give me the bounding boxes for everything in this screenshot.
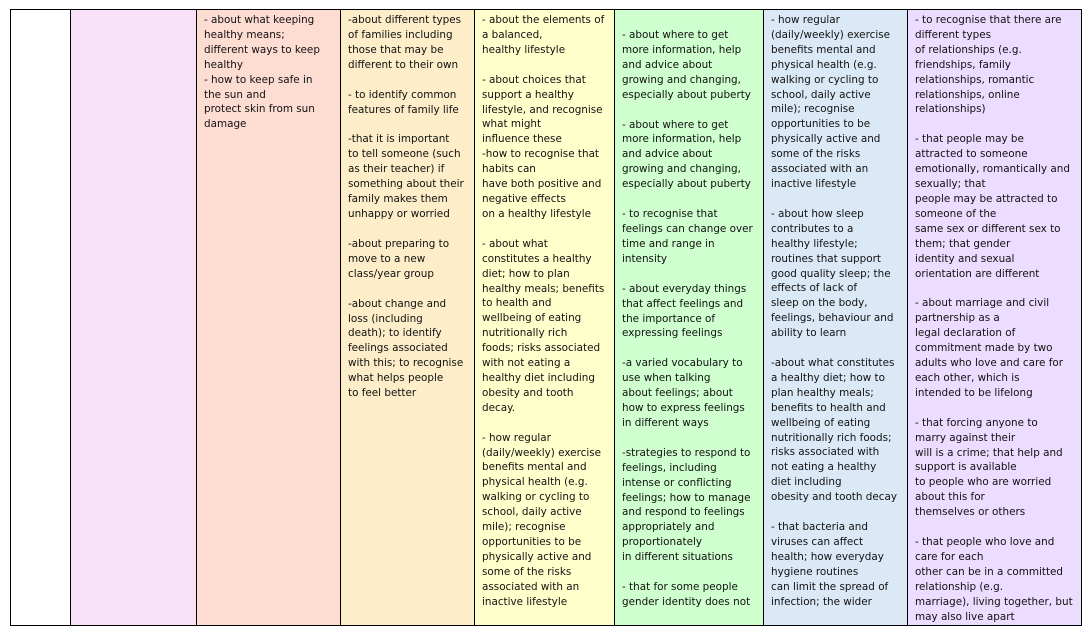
objective-text: -strategies to respond to feelings, including intense or conflicting feelings; how to manage and respond to feelings appropriately and proportionately in different situations xyxy=(622,446,751,564)
objective-text: -about change and loss (including death); to identify feelings associated with this; to recognise what helps people to feel better xyxy=(348,297,464,400)
objective-text: -about different types of families including those that may be different to their own xyxy=(348,14,462,71)
table-row xyxy=(11,10,1082,626)
cell-column-6 xyxy=(615,10,764,626)
cell-column-2 xyxy=(71,10,197,626)
item-spacer xyxy=(771,341,903,356)
item-spacer xyxy=(622,192,759,207)
objective-text: -that it is important to tell someone (such as their teacher) if something about their family makes them unhappy or worried xyxy=(348,133,464,220)
objective-text: - about everyday things that affect feelings and the importance of expressing feelings xyxy=(622,282,747,340)
objective-text: - to recognise that feelings can change over time and range in intensity xyxy=(622,208,753,265)
cell-column-7 xyxy=(764,10,908,626)
item-spacer xyxy=(622,431,759,446)
item-spacer xyxy=(771,192,903,207)
item-spacer xyxy=(622,565,759,580)
item-spacer xyxy=(915,401,1077,416)
curriculum-table xyxy=(10,9,1082,626)
objective-text: - how regular (daily/weekly) exercise benefits mental and physical health (e.g. walking or cycling to school, daily active mile); recognise opportunities to be physically active and some of the risks associated with an inactive lifestyle xyxy=(482,431,602,608)
objective-text: - that people may be attracted to someone emotionally, romantically and sexually; that people may be attracted to someone of the same sex or different sex to them; that gender identity and sexual orientation are different xyxy=(915,133,1070,280)
item-spacer xyxy=(622,341,759,356)
objective-text: - that forcing anyone to marry against their will is a crime; that help and support is available to people who are worried about this for themselves or others xyxy=(915,416,1063,519)
objective-text: - to identify common features of family life xyxy=(348,88,459,116)
item-spacer xyxy=(348,282,470,297)
cell-column-4 xyxy=(341,10,475,626)
item-spacer xyxy=(482,58,610,73)
item-spacer xyxy=(771,505,903,520)
objective-text: - how regular (daily/weekly) exercise benefits mental and physical health (e.g. walking or cycling to school, daily active mile); recognise opportunities to be physically active and some of the risks associated with an inactive lifestyle xyxy=(771,14,891,190)
item-spacer xyxy=(482,416,610,431)
item-spacer xyxy=(622,103,759,118)
objective-text: - about what keeping healthy means; different ways to keep healthy - how to keep safe in the sun and protect skin from sun damage xyxy=(204,14,320,131)
objective-text: - about where to get more information, help and advice about growing and changing, especially about puberty xyxy=(622,29,751,101)
item-spacer xyxy=(915,520,1077,535)
item-spacer xyxy=(482,222,610,237)
item-spacer xyxy=(915,281,1077,296)
objective-text: - that bacteria and viruses can affect health; how everyday hygiene routines can limit the spread of infection; the wider xyxy=(771,521,889,608)
cell-column-5 xyxy=(475,10,615,626)
objective-text: - to recognise that there are different types of relationships (e.g. friendships, family relationships, romantic relationships, online relationships) xyxy=(915,14,1062,116)
objective-text: -about what constitutes a healthy diet; how to plan healthy meals; benefits to health and wellbeing of eating nutritionally rich foods; risks associated with not eating a healthy diet including obesity and tooth decay xyxy=(771,357,897,504)
item-spacer xyxy=(348,117,470,132)
column-top-spacer xyxy=(622,13,759,28)
cell-column-8 xyxy=(908,10,1082,626)
objective-text: - about the elements of a balanced, healthy lifestyle xyxy=(482,14,605,56)
objective-text: -a varied vocabulary to use when talking about feelings; about how to express feelings in different ways xyxy=(622,357,745,429)
item-spacer xyxy=(915,117,1077,132)
objective-text: - that people who love and care for each other can be in a committed relationship (e.g. marriage), living together, but may also live apart xyxy=(915,536,1073,623)
cell-column-1 xyxy=(11,10,71,626)
objective-text: -about preparing to move to a new class/year group xyxy=(348,237,450,280)
item-spacer xyxy=(348,73,470,88)
objective-text: - about marriage and civil partnership as a legal declaration of commitment made by two adults who love and care for each other, which is intended to be lifelong xyxy=(915,297,1064,399)
objective-text: - that for some people gender identity does not xyxy=(622,581,751,608)
objective-text: - about choices that support a healthy lifestyle, and recognise what might influence these -how to recognise that habits can have both positive and negative effects on a healthy lifestyle xyxy=(482,73,603,220)
item-spacer xyxy=(622,267,759,282)
objective-text: - about how sleep contributes to a healthy lifestyle; routines that support good quality sleep; the effects of lack of sleep on the body, feelings, behaviour and ability to learn xyxy=(771,207,894,340)
cell-column-3 xyxy=(197,10,341,626)
objective-text: - about where to get more information, help and advice about growing and changing, especially about puberty xyxy=(622,118,751,191)
objective-text: - about what constitutes a healthy diet; how to plan healthy meals; benefits to health and wellbeing of eating nutritionally rich foods; risks associated with not eating a healthy diet including obesity and tooth decay. xyxy=(482,237,605,414)
item-spacer xyxy=(348,222,470,237)
